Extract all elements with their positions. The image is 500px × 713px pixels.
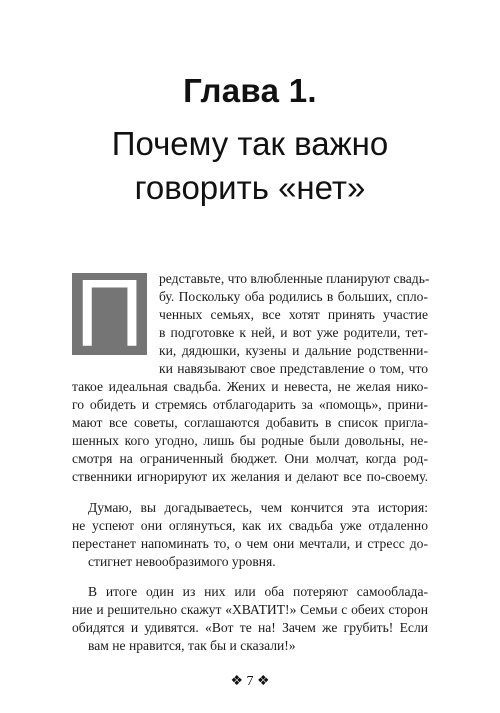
chapter-label: Глава 1. xyxy=(183,72,317,109)
text-line: ченных семьях, все хотят принять участие xyxy=(159,307,428,322)
text-line: ние и решительно скажут «ХВАТИТ!» Семьи с обеих сторон xyxy=(72,602,428,617)
chapter-title xyxy=(0,122,500,210)
text-line: шенных кого угодно, лишь бы родные были довольны, не- xyxy=(72,433,428,448)
text-line: перестанет напоминать то, о чем они мечтали, и стресс до- xyxy=(72,536,428,551)
text-line: ки, дядюшки, кузены и дальние родственни- xyxy=(159,343,428,358)
text-line: стигнет невообразимого уровня. xyxy=(88,554,276,569)
text-line: смотря на ограниченный бюджет. Они молчат, когда род- xyxy=(72,451,428,466)
drop-cap: П xyxy=(72,273,147,355)
text-line: обидятся и удивятся. «Вот те на! Зачем же грубить! Если xyxy=(72,620,428,635)
text-line: го обидеть и стремясь отблагодарить за «помощь», прини- xyxy=(72,397,428,412)
text-line: вам не нравится, так бы и сказали!» xyxy=(88,638,296,653)
chapter-title-line: говорить «нет» xyxy=(134,169,366,206)
text-line: ственники игнорируют их желания и делают все по-своему. xyxy=(72,469,428,484)
chapter-title-line: Почему так важно xyxy=(111,125,389,162)
text-line: Думаю, вы догадываетесь, чем кончится эта история: xyxy=(88,500,428,515)
text-line: в подготовке к ней, и вот уже родители, тет- xyxy=(159,325,428,340)
text-line: ки навязывают свое представление о том, что xyxy=(159,361,428,376)
page-number: ❖ 7 ❖ xyxy=(230,674,270,689)
text-line: не успеют они оглянуться, как их свадьба уже отдаленно xyxy=(72,518,428,533)
text-line: мают все советы, соглашаются добавить в список пригла- xyxy=(72,415,428,430)
text-line: бу. Поскольку оба родились в больших, спло- xyxy=(159,289,428,304)
text-line: такое идеальная свадьба. Жених и невеста, не желая нико- xyxy=(72,379,428,394)
text-line: редставьте, что влюбленные планируют свадь- xyxy=(159,271,430,286)
text-line: В итоге один из них или оба потеряют самообладa- xyxy=(88,584,428,599)
